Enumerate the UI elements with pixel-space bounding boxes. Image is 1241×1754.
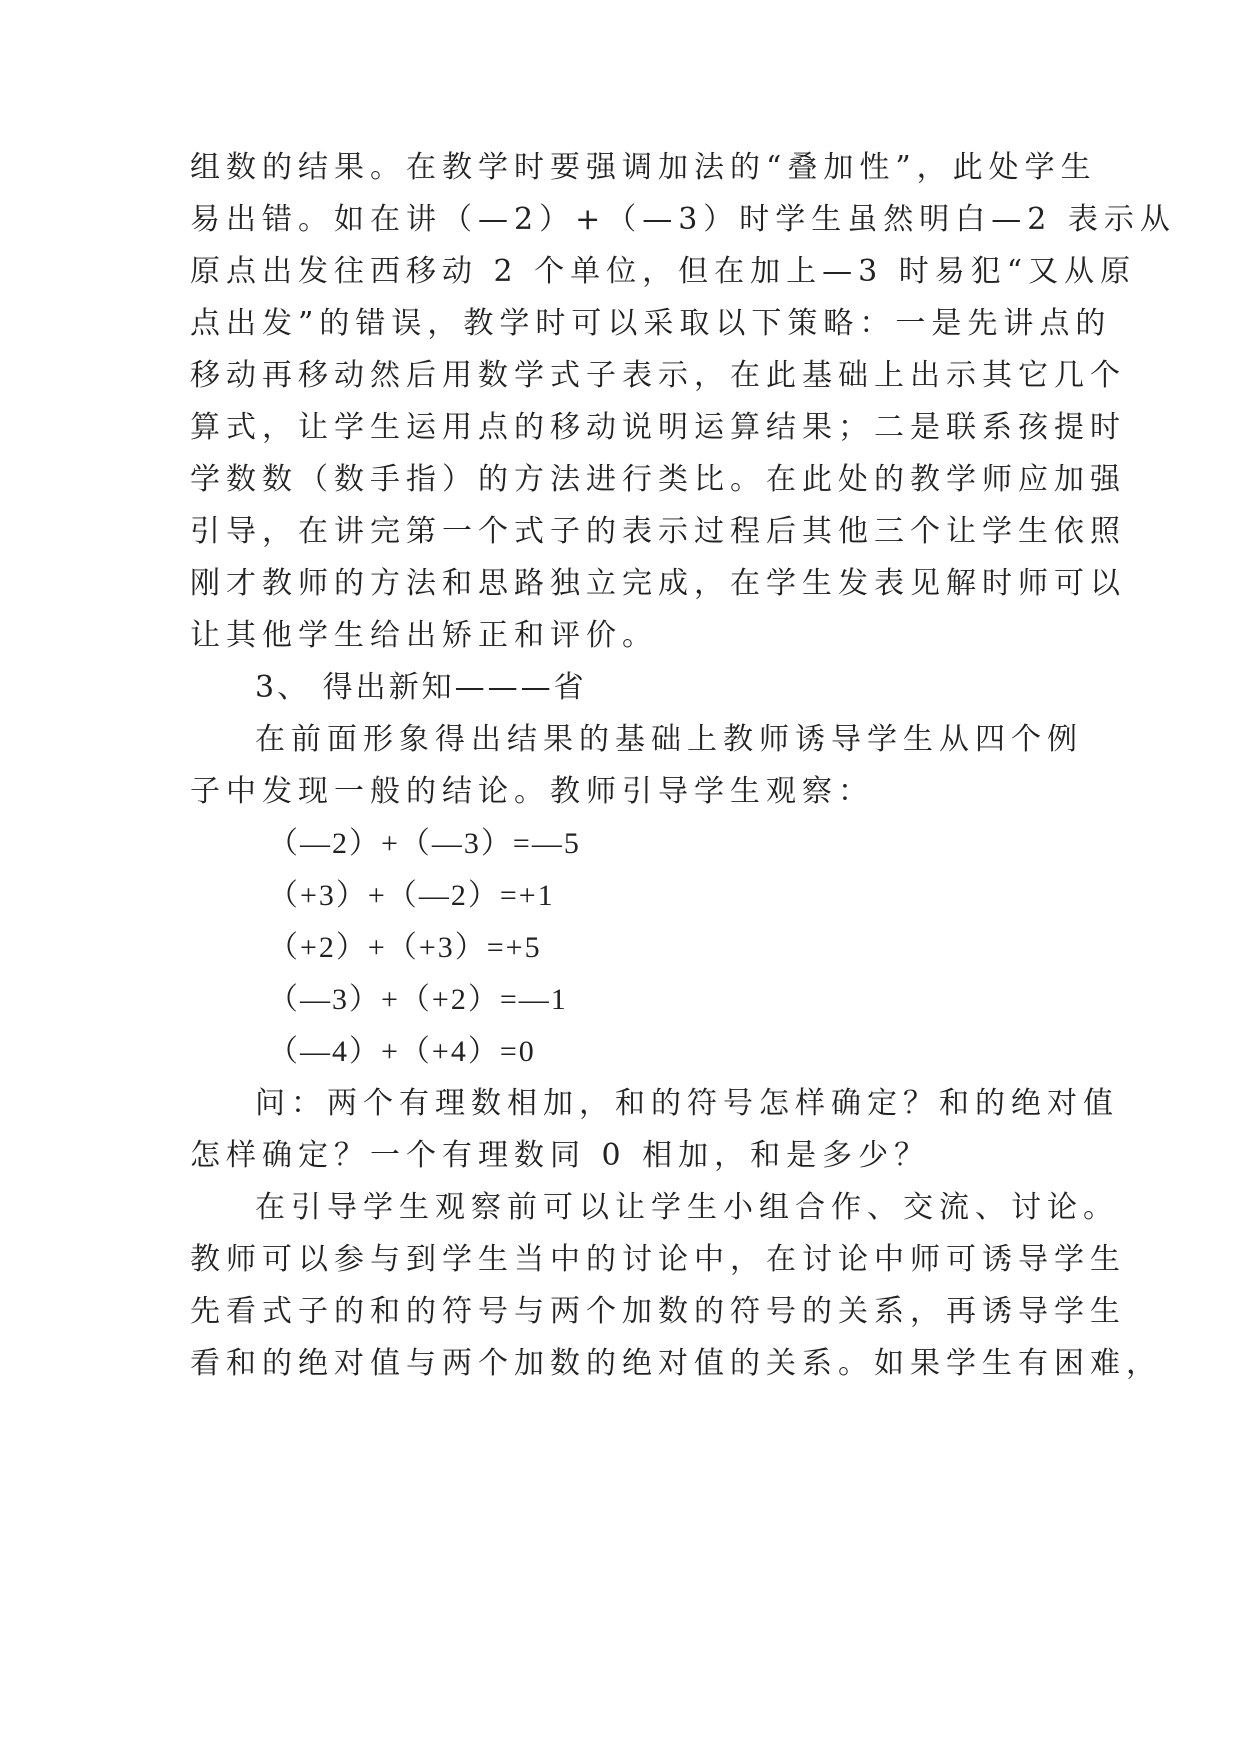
paragraph-line: 让其他学生给出矫正和评价。 xyxy=(190,618,658,653)
paragraph-line: 移动再移动然后用数学式子表示，在此基础上出示其它几个 xyxy=(190,358,1126,393)
equation: （—4）+（+4）=0 xyxy=(268,1035,536,1068)
paragraph-line: 易出错。如在讲（—2）+（—3）时学生虽然明白—2 表示从 xyxy=(190,202,1176,237)
paragraph-line: 看和的绝对值与两个加数的绝对值的关系。如果学生有困难， xyxy=(190,1346,1162,1381)
paragraph-line: 算式，让学生运用点的移动说明运算结果；二是联系孩提时 xyxy=(190,410,1126,445)
paragraph-line: 学数数（数手指）的方法进行类比。在此处的教学师应加强 xyxy=(190,462,1126,497)
paragraph-line: 刚才教师的方法和思路独立完成，在学生发表见解时师可以 xyxy=(190,566,1126,601)
equation: （—2）+（—3）=—5 xyxy=(268,827,581,860)
paragraph-line: 教师可以参与到学生当中的讨论中，在讨论中师可诱导学生 xyxy=(190,1242,1126,1277)
equation: （+2）+（+3）=+5 xyxy=(268,931,542,964)
paragraph-line: 组数的结果。在教学时要强调加法的“叠加性”，此处学生 xyxy=(190,150,1097,185)
paragraph-line: 在引导学生观察前可以让学生小组合作、交流、讨论。 xyxy=(255,1190,1119,1225)
section-heading: 3、 得出新知———省 xyxy=(255,670,587,705)
paragraph-line: 原点出发往西移动 2 个单位，但在加上—3 时易犯“又从原 xyxy=(190,254,1137,289)
paragraph-line: 怎样确定？一个有理数同 0 相加，和是多少？ xyxy=(190,1138,931,1173)
paragraph-line: 先看式子的和的符号与两个加数的符号的关系，再诱导学生 xyxy=(190,1294,1126,1329)
paragraph-line: 在前面形象得出结果的基础上教师诱导学生从四个例 xyxy=(255,722,1083,757)
paragraph-line: 点出发”的错误，教学时可以采取以下策略：一是先讲点的 xyxy=(190,306,1112,341)
paragraph-line: 子中发现一般的结论。教师引导学生观察： xyxy=(190,774,874,809)
paragraph-line: 引导，在讲完第一个式子的表示过程后其他三个让学生依照 xyxy=(190,514,1126,549)
equation: （+3）+（—2）=+1 xyxy=(268,879,555,912)
paragraph-line: 问：两个有理数相加，和的符号怎样确定？和的绝对值 xyxy=(255,1086,1119,1121)
equation: （—3）+（+2）=—1 xyxy=(268,983,568,1016)
